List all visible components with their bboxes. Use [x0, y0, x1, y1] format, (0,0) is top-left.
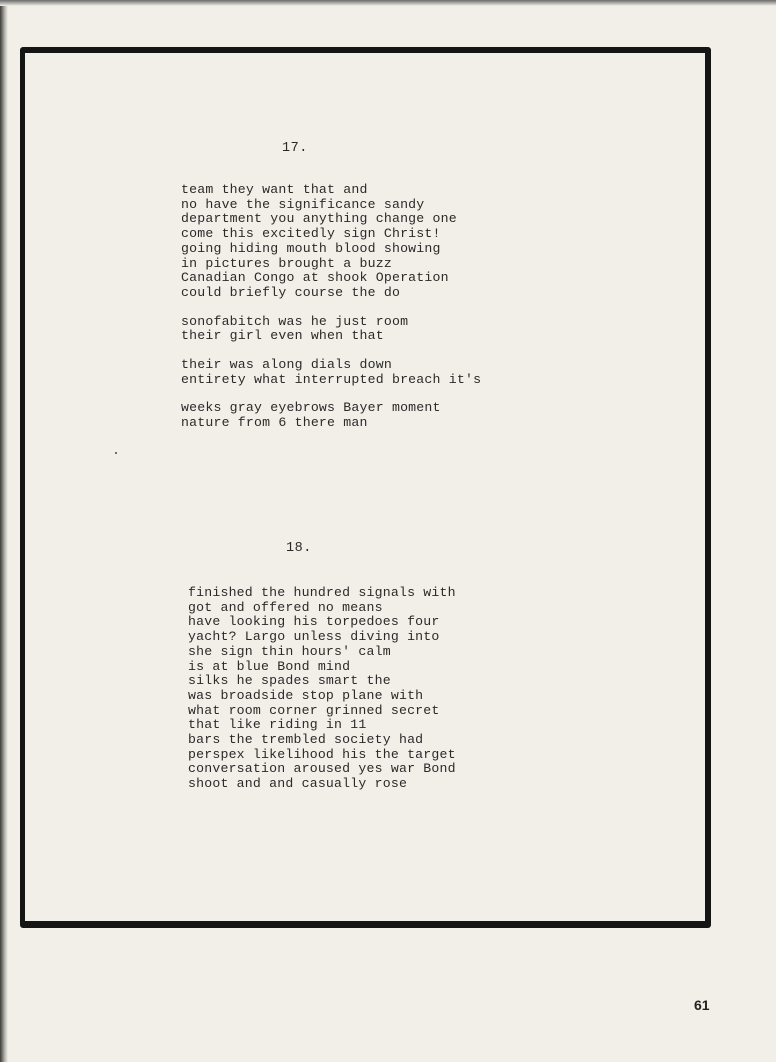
section-number-17: 17.	[282, 141, 308, 156]
poem-line: is at blue Bond mind	[188, 658, 351, 674]
poem-line: their girl even when that	[181, 328, 384, 344]
poem-line: could briefly course the do	[181, 284, 401, 300]
poem-line: silks he spades smart the	[188, 673, 391, 689]
stanza	[181, 315, 481, 344]
poem-line: in pictures brought a buzz	[181, 255, 392, 271]
poem-line: sonofabitch was he just room	[181, 313, 409, 329]
poem-line: perspex likelihood his the target	[188, 746, 456, 762]
section-number-18: 18.	[286, 541, 312, 556]
poem-line: was broadside stop plane with	[188, 687, 424, 703]
poem-line: entirety what interrupted breach it's	[181, 371, 482, 387]
page-binding-edge	[0, 0, 8, 1062]
poem-line: yacht? Largo unless diving into	[188, 629, 440, 645]
poem-line: that like riding in 11	[188, 717, 367, 733]
poem-line: shoot and and casually rose	[188, 776, 408, 792]
poem-line: no have the significance sandy	[181, 196, 425, 212]
stanza	[181, 183, 481, 301]
page-number: 61	[694, 997, 710, 1013]
poem-line: got and offered no means	[188, 599, 383, 615]
stanza	[181, 358, 481, 387]
poem-section-17	[181, 183, 481, 441]
poem-line: weeks gray eyebrows Bayer moment	[181, 400, 441, 416]
poem-line: conversation aroused yes war Bond	[188, 761, 456, 777]
poem-line: come this excitedly sign Christ!	[181, 226, 441, 242]
stanza	[181, 401, 481, 430]
poem-line: she sign thin hours' calm	[188, 643, 391, 659]
poem-line: department you anything change one	[181, 211, 457, 227]
page-top-edge	[0, 0, 776, 6]
poem-line: have looking his torpedoes four	[188, 614, 440, 630]
poem-line: finished the hundred signals with	[188, 585, 456, 600]
poem-line: nature from 6 there man	[181, 415, 368, 431]
poem-line: what room corner grinned secret	[188, 702, 440, 718]
stanza	[188, 586, 456, 792]
poem-line: Canadian Congo at shook Operation	[181, 270, 449, 286]
poem-line: team they want that and	[181, 182, 368, 197]
paper-speck	[115, 452, 117, 454]
poem-section-18	[188, 586, 456, 802]
poem-line: bars the trembled society had	[188, 732, 424, 748]
poem-line: going hiding mouth blood showing	[181, 240, 441, 256]
poem-line: their was along dials down	[181, 357, 392, 373]
